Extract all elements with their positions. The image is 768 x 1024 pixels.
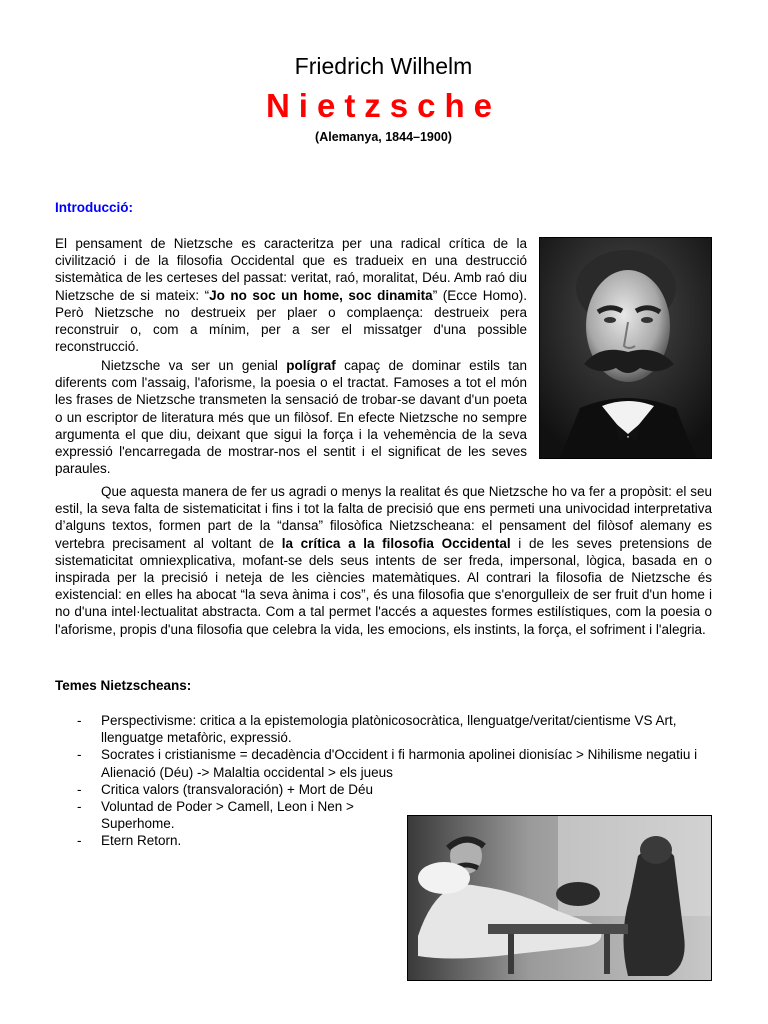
intro-p3-text-b: i de les seves pretensions de sistematicitat omniexplicativa, mofant-se dels seus intents de ser freda, impersonal, lògica, basada en o inspirada per la precisió i neteja de les ciències matemàtiques. Al contrari la filosofia de Nietzsche és existencial: en elles ha abocat “la seva ànima i cos”, és una filosofia que s'enorgulleix de ser fruit d'un home i no d'una intel·lectualitat abstracta. Com a tal permet l'accés a aquestes formes estilístiques, com la poesia o l'aforisme, propis d'una filosofia que celebra la vida, les emocions, els instints, la força, el sofriment i l'alegria. bbox=[55, 535, 712, 637]
intro-paragraph-1 bbox=[55, 235, 527, 355]
list-item-text: Critica valors (transvaloración) + Mort de Déu bbox=[101, 781, 373, 797]
intro-p1-text-a: El pensament de Nietzsche es caracteritza per una radical crítica de la civilització i de la filosofia Occidental que es tradueix en una destrucció sistemàtica de les certeses del passat: veritat, raó, moralitat, Déu. Amb raó diu Nietzsche de si mateix: “ bbox=[55, 236, 527, 303]
list-bullet: - bbox=[77, 713, 82, 728]
list-item bbox=[55, 781, 712, 798]
reclining-photo bbox=[407, 815, 712, 981]
themes-heading: Temes Nietzscheans: bbox=[55, 678, 192, 693]
portrait-photo bbox=[539, 237, 712, 459]
list-item bbox=[55, 712, 712, 746]
intro-p1-bold-quote: Jo no soc un home, soc dinamita bbox=[209, 287, 433, 303]
list-item bbox=[55, 746, 712, 780]
intro-heading: Introducció: bbox=[55, 200, 133, 215]
list-item bbox=[55, 798, 371, 832]
list-item-text: Perspectivisme: critica a la epistemologia platònicosocràtica, llenguatge/veritat/cientisme VS Art, llenguatge metafòric, expressió. bbox=[101, 713, 677, 746]
list-item-text: Socrates i cristianisme = decadència d'Occident i fi harmonia apolinei dionisíac > Nihilisme negatiu i Alienació (Déu) -> Malaltia occidental > els jueus bbox=[101, 747, 698, 780]
title-surname: Nietzsche bbox=[265, 87, 502, 124]
intro-p2-text-a: Nietzsche va ser un genial bbox=[101, 358, 287, 373]
intro-paragraph-3 bbox=[55, 483, 712, 638]
list-bullet: - bbox=[77, 799, 82, 815]
title-dates: (Alemanya, 1844–1900) bbox=[315, 130, 452, 144]
intro-paragraph-2 bbox=[55, 357, 527, 477]
list-bullet: - bbox=[77, 833, 82, 849]
list-item-text: Etern Retorn. bbox=[101, 833, 182, 849]
intro-p1-text-b: ” (Ecce Homo). Però Nietzsche no destrueix per plaer o complaença: destrueix pera reconstruir o, com a mínim, per a ser el missatger d'una possible reconstrucció. bbox=[55, 287, 527, 355]
list-bullet: - bbox=[77, 747, 82, 763]
list-item-text: Voluntad de Poder > Camell, Leon i Nen > Superhome. bbox=[101, 799, 354, 832]
list-bullet: - bbox=[77, 781, 82, 797]
intro-p2-text-b: capaç de dominar estils tan diferents com l'assaig, l'aforisme, la poesia o el tractat. Famoses a tot el món les frases de Nietzsche transmeten la sensació de trobar-se davant d'un poeta o un escriptor de literatura més que un filòsof. En efecte Nietzsche no sempre argumenta el que diu, deixant que sigui la força i la vehemència de la seva expressió l'encarregada de mostrar-nos el sentit i el significat de les seves paraules. bbox=[55, 358, 527, 477]
title-first-names: Friedrich Wilhelm bbox=[294, 53, 473, 79]
intro-p3-text-a: Que aquesta manera de fer us agradi o menys la realitat és que Nietzsche ho va fer a propòsit: el seu estil, la seva falta de sistematicitat i fins i tot la falta de precisió que ens permeti una univocidad interpretativa d’alguns textos, formen part de la “dansa” filosòfica Nietzscheana: el pensament del filòsof alemany es vertebra precisament al voltant de bbox=[55, 484, 712, 551]
intro-p3-bold-term: la crítica a la filosofia Occidental bbox=[281, 535, 511, 551]
intro-p2-bold-term: polígraf bbox=[286, 358, 336, 373]
